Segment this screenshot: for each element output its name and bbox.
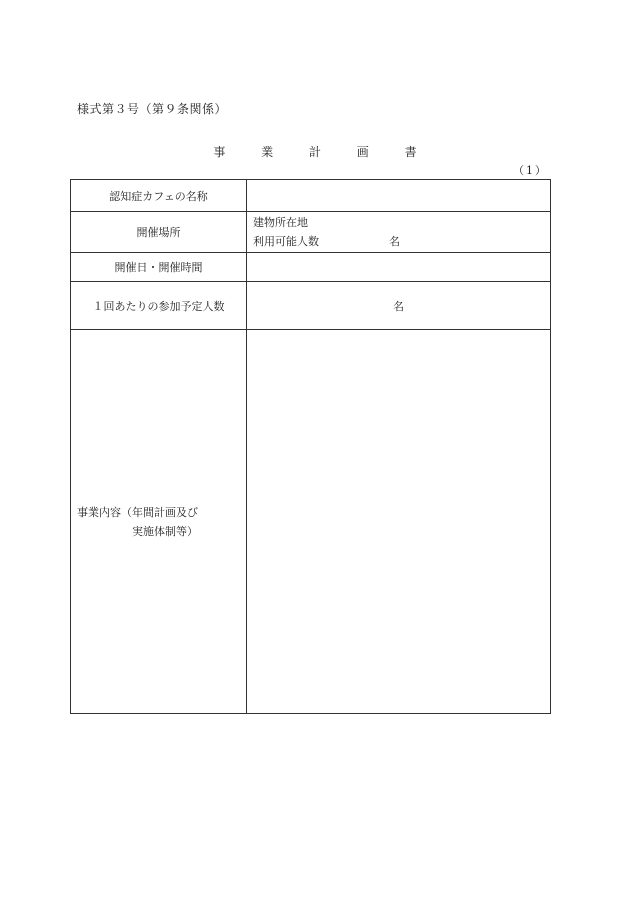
table-row-venue: [71, 212, 551, 253]
table-row-participants: [71, 282, 551, 330]
capacity-label: 利用可能人数: [253, 235, 319, 248]
building-address-label: 建物所在地: [253, 216, 308, 229]
business-plan-table: [70, 179, 551, 714]
table-row-schedule: [71, 253, 551, 282]
cafe-name-field[interactable]: [247, 180, 551, 212]
capacity-line: [253, 232, 550, 251]
schedule-label: 開催日・開催時間: [71, 253, 247, 282]
content-field[interactable]: [247, 330, 551, 714]
schedule-field[interactable]: [247, 253, 551, 282]
content-label: [71, 330, 247, 714]
form-number: 様式第３号（第９条関係）: [77, 102, 228, 116]
content-label-line2: 実施体制等）: [132, 524, 198, 538]
participants-field[interactable]: [247, 282, 551, 330]
table-row-cafe-name: [71, 180, 551, 212]
document-title: 事 業 計 画 書: [213, 145, 433, 159]
capacity-unit: 名: [389, 235, 400, 248]
venue-label: 開催場所: [71, 212, 247, 253]
venue-field[interactable]: [247, 212, 551, 253]
cafe-name-label: 認知症カフェの名称: [71, 180, 247, 212]
page-number: （1）: [513, 164, 548, 177]
participants-unit: 名: [393, 299, 404, 313]
participants-label: １回あたりの参加予定人数: [71, 282, 247, 330]
content-label-line1: 事業内容（年間計画及び: [77, 505, 198, 519]
table-row-content: [71, 330, 551, 714]
